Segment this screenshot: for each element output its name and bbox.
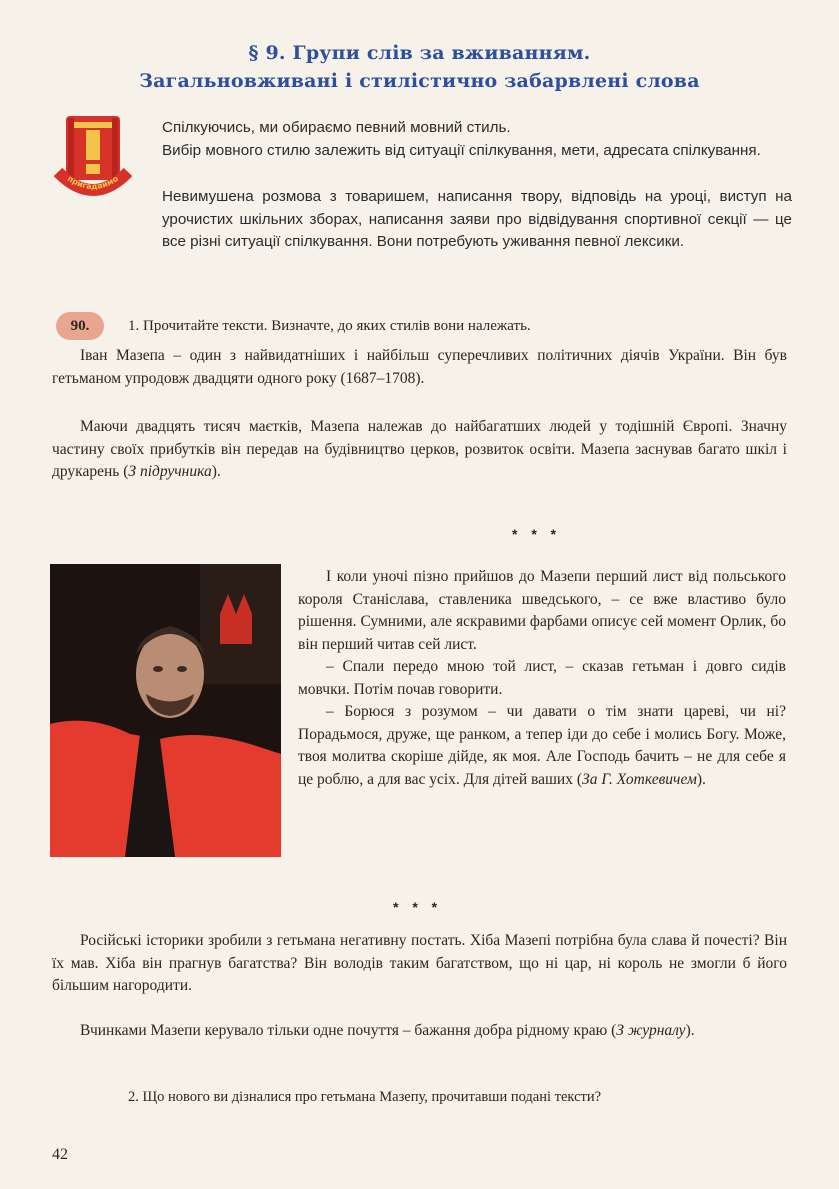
- text3-paragraph-1: Російські історики зробили з гетьмана негативну постать. Хіба Мазепі потрібна була слава й почесті? Він їх мав. Хіба він прагнув багатства? Він володів таким багатством, що ні цар, ні король не змогли б його більшим нагородити.: [52, 932, 787, 994]
- section-heading-line1: § 9. Групи слів за вживанням.: [248, 42, 591, 64]
- mazepa-portrait: [50, 564, 281, 857]
- source-citation: За Г. Хоткевичем: [582, 770, 697, 788]
- section-heading-line2: Загальновживані і стилістично забарвлені слова: [139, 70, 700, 92]
- rule-line-1: Спілкуючись, ми обираємо певний мовний стиль.: [162, 119, 511, 136]
- exercise-task-2: 2. Що нового ви дізналися про гетьмана Мазепу, прочитавши подані тексти?: [128, 1089, 602, 1105]
- exercise-task-1: 1. Прочитайте тексти. Визначте, до яких стилів вони належать.: [128, 318, 531, 334]
- text2-paragraph-1: І коли уночі пізно прийшов до Мазепи перший лист від польського короля Станіслава, ставленика шведського, – се вже властиво було рішення. Сумними, але яскравими фарбами описує сей момент Орлик, бо він перший читав сей лист.: [298, 568, 786, 653]
- text2-block: [298, 566, 786, 791]
- page-number: 42: [52, 1146, 68, 1163]
- text2-paragraph-2: – Спали передо мною той лист, – сказав гетьман і довго сидів мовчки. Потім почав говорити.: [298, 658, 786, 698]
- text2-paragraph-3: – Борюся з розумом – чи давати о тім знати цареві, чи ні? Порадьмося, друже, ще ранком, а тепер іди до себе і молись Богу. Може, твоя молитва скоріше дійде, як моя. Але Господь бачить – не для себе я це роблю, а для вас усіх. Для дітей ваших (За Г. Хоткевичем).: [298, 703, 786, 788]
- separator-stars-2: * * *: [393, 899, 443, 915]
- separator-stars-1: * * *: [512, 526, 562, 542]
- attention-exclamation-icon: [52, 112, 134, 204]
- rule-line-3: Невимушена розмова з товаришем, написання твору, відповідь на уроці, виступ на урочистих шкільних зборах, написання заяви про відвідування спортивної секції — це все різні ситуації спілкування. Вони потребують уживання певної лексики.: [162, 188, 792, 250]
- source-citation: З журналу: [616, 1022, 686, 1039]
- text3-paragraph-2: Вчинками Мазепи керувало тільки одне почуття – бажання добра рідному краю (З журналу).: [80, 1022, 695, 1039]
- exercise-number-badge: 90.: [56, 312, 104, 340]
- icon-caption: пригадаймо: [65, 173, 120, 192]
- rule-line-2: Вибір мовного стилю залежить від ситуації спілкування, мети, адресата спілкування.: [162, 142, 761, 159]
- text1-paragraph-2: Маючи двадцять тисяч маєтків, Мазепа належав до найбагатших людей у тодішній Європі. Значну частину своїх прибутків він передав на будівництво церков, розвиток освіти. Мазепа заснував багато шкіл і друкарень (З підручника).: [52, 418, 787, 480]
- text1-paragraph-1: Іван Мазепа – один з найвидатніших і найбільш суперечливих політичних діячів України. Він був гетьманом упродовж двадцяти одного року (1687–1708).: [52, 347, 787, 387]
- source-citation: З підручника: [128, 463, 212, 480]
